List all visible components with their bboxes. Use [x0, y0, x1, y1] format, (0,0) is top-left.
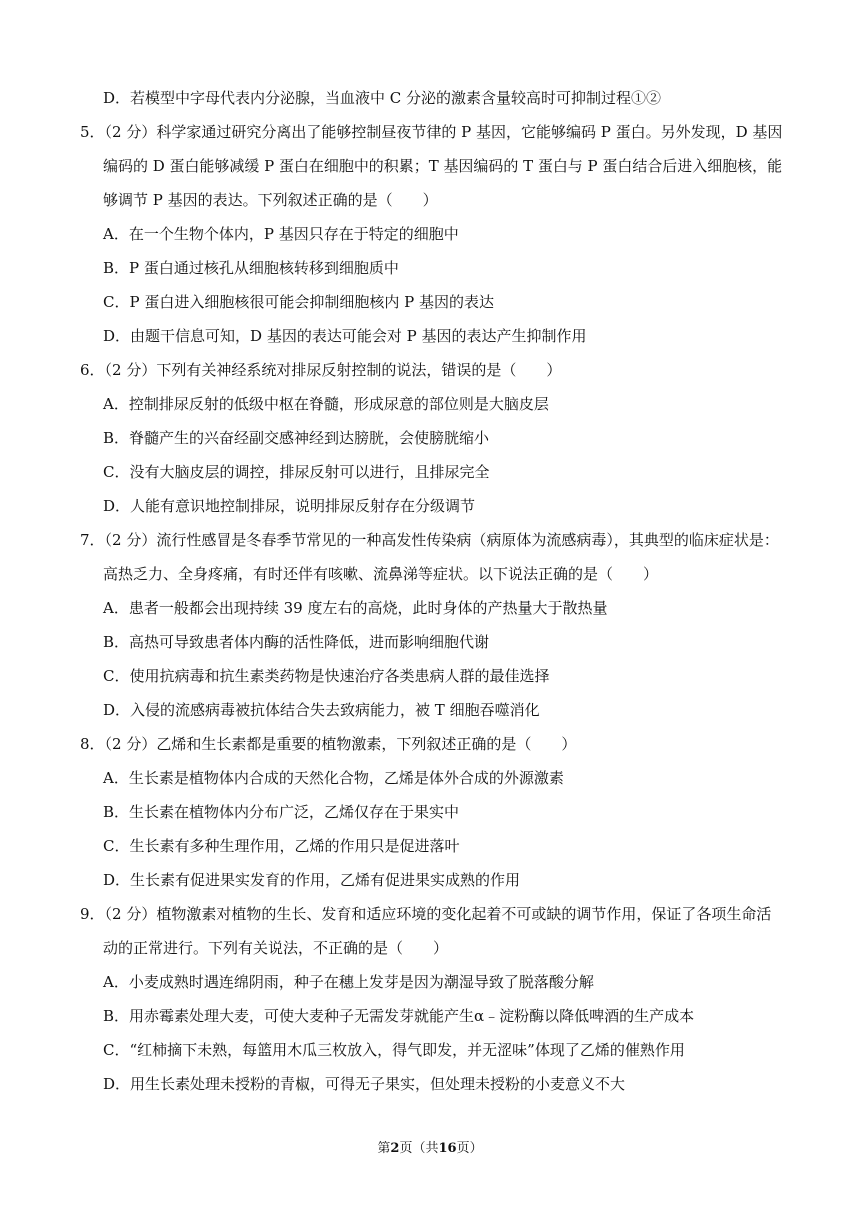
- footer-middle: 页（共: [399, 1141, 439, 1156]
- q6-stem-line1: 6．（2 分）下列有关神经系统对排尿反射控制的说法，错误的是（ ）: [80, 361, 562, 379]
- q8-option-b: B．生长素在植物体内分布广泛，乙烯仅存在于果实中: [103, 803, 460, 821]
- q6-option-a: A．控制排尿反射的低级中枢在脊髓，形成尿意的部位则是大脑皮层: [103, 395, 549, 413]
- q7-option-c: C．使用抗病毒和抗生素类药物是快速治疗各类患病人群的最佳选择: [103, 667, 550, 685]
- page-footer: [0, 1140, 860, 1158]
- q9-stem-line1: 9．（2 分）植物激素对植物的生长、发育和适应环境的变化起着不可或缺的调节作用，保证了各项生命活: [80, 905, 772, 923]
- q8-option-a: A．生长素是植物体内合成的天然化合物，乙烯是体外合成的外源激素: [103, 769, 564, 787]
- q9-option-c: C．“红柿摘下未熟，每篮用木瓜三枚放入，得气即发，并无涩味”体现了乙烯的催熟作用: [103, 1041, 685, 1059]
- q8-option-d: D．生长素有促进果实发育的作用，乙烯有促进果实成熟的作用: [103, 871, 521, 889]
- q6-option-d: D．人能有意识地控制排尿，说明排尿反射存在分级调节: [103, 497, 476, 515]
- q6-option-b: B．脊髓产生的兴奋经副交感神经到达膀胱，会使膀胱缩小: [103, 429, 490, 447]
- q7-option-a: A．患者一般都会出现持续 39 度左右的高烧，此时身体的产热量大于散热量: [103, 599, 608, 617]
- q5-option-a: A．在一个生物个体内，P 基因只存在于特定的细胞中: [103, 225, 459, 243]
- q6-option-c: C．没有大脑皮层的调控，排尿反射可以进行，且排尿完全: [103, 463, 490, 481]
- q9-option-d: D．用生长素处理未授粉的青椒，可得无子果实，但处理未授粉的小麦意义不大: [103, 1075, 626, 1093]
- q5-option-b: B．P 蛋白通过核孔从细胞核转移到细胞质中: [103, 259, 399, 277]
- q9-stem-line2: 动的正常进行。下列有关说法，不正确的是（ ）: [103, 939, 449, 957]
- q9-option-a: A．小麦成熟时遇连绵阴雨，种子在穗上发芽是因为潮湿导致了脱落酸分解: [103, 973, 594, 991]
- q5-stem-line2: 编码的 D 蛋白能够减缓 P 蛋白在细胞中的积累；T 基因编码的 T 蛋白与 P 蛋白结合后进入细胞核，能: [103, 157, 783, 175]
- footer-suffix: 页）: [456, 1141, 483, 1156]
- q8-stem-line1: 8．（2 分）乙烯和生长素都是重要的植物激素，下列叙述正确的是（ ）: [80, 735, 577, 753]
- q5-stem-line1: 5．（2 分）科学家通过研究分离出了能够控制昼夜节律的 P 基因，它能够编码 P 蛋白。另外发现，D 基因: [80, 123, 783, 141]
- footer-page-number: 2: [390, 1141, 400, 1156]
- q5-option-c: C．P 蛋白进入细胞核很可能会抑制细胞核内 P 基因的表达: [103, 293, 494, 311]
- q5-stem-line3: 够调节 P 基因的表达。下列叙述正确的是（ ）: [103, 191, 438, 209]
- q9-option-b: B．用赤霉素处理大麦，可使大麦种子无需发芽就能产生α﹣淀粉酶以降低啤酒的生产成本: [103, 1007, 695, 1025]
- q4-option-d: D．若模型中字母代表内分泌腺，当血液中 C 分泌的激素含量较高时可抑制过程①②: [103, 89, 662, 107]
- footer-total-pages: 16: [438, 1141, 457, 1156]
- q8-option-c: C．生长素有多种生理作用，乙烯的作用只是促进落叶: [103, 837, 460, 855]
- q7-option-b: B．高热可导致患者体内酶的活性降低，进而影响细胞代谢: [103, 633, 490, 651]
- q7-stem-line1: 7．（2 分）流行性感冒是冬春季节常见的一种高发性传染病（病原体为流感病毒），其典型的临床症状是：: [80, 531, 779, 549]
- q7-option-d: D．入侵的流感病毒被抗体结合失去致病能力，被 T 细胞吞噬消化: [103, 701, 540, 719]
- q7-stem-line2: 高热乏力、全身疼痛，有时还伴有咳嗽、流鼻涕等症状。以下说法正确的是（ ）: [103, 565, 659, 583]
- footer-prefix: 第: [377, 1141, 391, 1156]
- q5-option-d: D．由题干信息可知，D 基因的表达可能会对 P 基因的表达产生抑制作用: [103, 327, 587, 345]
